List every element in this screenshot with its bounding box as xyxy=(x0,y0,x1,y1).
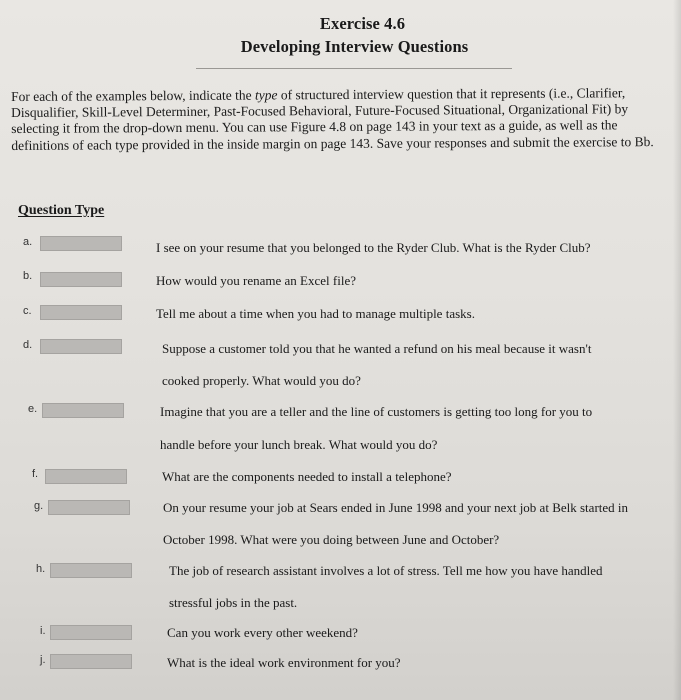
question-text-h-cont: stressful jobs in the past. xyxy=(169,595,298,610)
question-text-g: On your resume your job at Sears ended in June 1998 and your next job at Belk started in xyxy=(163,500,629,515)
item-letter-a: a. xyxy=(23,236,33,248)
item-letter-i: i. xyxy=(40,625,46,637)
question-text-d-cont: cooked properly. What would you do? xyxy=(162,373,361,388)
question-type-heading: Question Type xyxy=(18,203,105,218)
item-letter-h: h. xyxy=(36,563,46,575)
exercise-number: Exercise 4.6 xyxy=(319,14,406,33)
title-divider xyxy=(196,68,512,69)
question-text-e-cont: handle before your lunch break. What would you do? xyxy=(160,437,438,452)
question-type-dropdown-f[interactable] xyxy=(45,469,127,484)
item-letter-d: d. xyxy=(23,339,33,351)
item-letter-f: f. xyxy=(32,468,39,480)
question-text-a: I see on your resume that you belonged to the Ryder Club. What is the Ryder Club? xyxy=(156,240,591,255)
question-type-dropdown-a[interactable] xyxy=(40,236,122,251)
question-text-c: Tell me about a time when you had to manage multiple tasks. xyxy=(156,306,475,321)
question-text-e: Imagine that you are a teller and the line of customers is getting too long for you to xyxy=(160,404,593,419)
question-type-dropdown-j[interactable] xyxy=(50,654,132,669)
item-letter-j: j. xyxy=(40,654,46,666)
question-type-dropdown-c[interactable] xyxy=(40,305,122,320)
question-type-dropdown-g[interactable] xyxy=(48,500,130,515)
instructions-emphasis-type: type xyxy=(254,87,278,103)
question-text-j: What is the ideal work environment for you? xyxy=(167,655,401,670)
instructions-paragraph xyxy=(11,85,677,154)
question-text-g-cont: October 1998. What were you doing between June and October? xyxy=(163,532,500,547)
page-title: Developing Interview Questions xyxy=(240,37,469,56)
question-type-dropdown-e[interactable] xyxy=(42,403,124,418)
question-text-d: Suppose a customer told you that he wanted a refund on his meal because it wasn't xyxy=(162,341,592,356)
item-letter-b: b. xyxy=(23,270,33,282)
question-text-b: How would you rename an Excel file? xyxy=(156,273,356,288)
question-type-dropdown-i[interactable] xyxy=(50,625,132,640)
question-type-dropdown-b[interactable] xyxy=(40,272,122,287)
item-letter-e: e. xyxy=(28,403,38,415)
question-type-dropdown-h[interactable] xyxy=(50,563,132,578)
question-text-i: Can you work every other weekend? xyxy=(167,625,358,640)
instructions-text-rest: of structured interview question that it represents (i.e., Clarifier, Disqualifier, Skill-Level Determiner, Past-Focused Behavioral, Future-Focused Situational, Organizational Fit) by selecting it from the drop-down menu. You can use Figure 4.8 on page 143 in your text as a guide, as well as the definitions of each type provided in the inside margin on page 143. Save your responses and submit the exercise to Bb. xyxy=(11,85,654,153)
instructions-text-start: For each of the examples below, indicate the xyxy=(11,87,256,104)
item-letter-g: g. xyxy=(34,500,44,512)
question-type-dropdown-d[interactable] xyxy=(40,339,122,354)
question-text-f: What are the components needed to install a telephone? xyxy=(162,469,452,484)
question-text-h: The job of research assistant involves a lot of stress. Tell me how you have handled xyxy=(169,563,603,578)
item-letter-c: c. xyxy=(23,305,32,317)
